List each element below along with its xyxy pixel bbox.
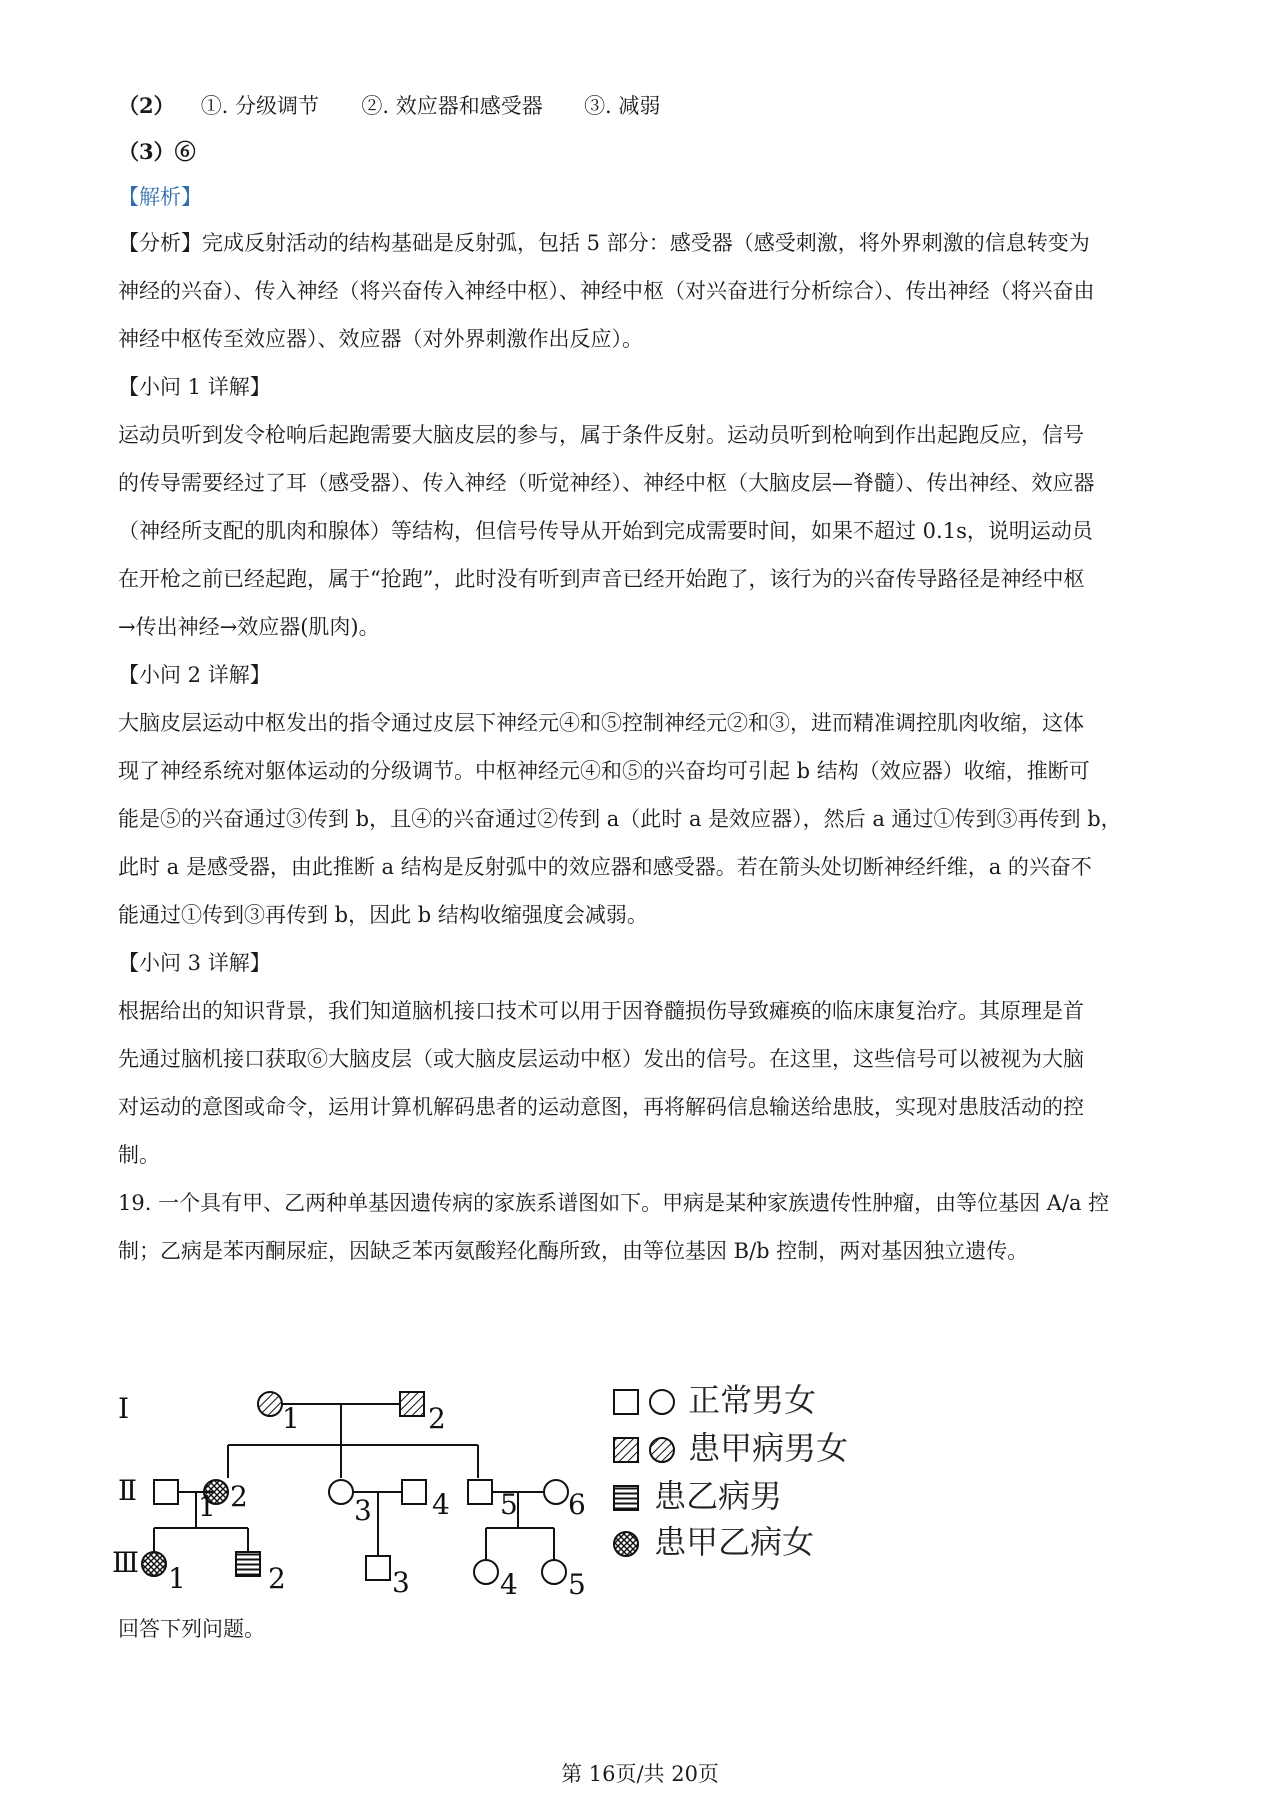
sub2-title: 【小问 2 详解】 bbox=[118, 663, 271, 687]
legend-disease-b-symbol bbox=[612, 1482, 644, 1514]
sub1-line: （神经所支配的肌肉和腺体）等结构，但信号传导从开始到完成需要时间，如果不超过 0.1s，说明运动员 bbox=[118, 519, 1093, 543]
pedigree-iii1 bbox=[142, 1552, 166, 1576]
jiexi-label: 【解析】 bbox=[118, 185, 202, 209]
legend-item-normal bbox=[612, 1380, 816, 1420]
individual-number: 1 bbox=[198, 1490, 216, 1523]
individual-number: 2 bbox=[230, 1480, 248, 1513]
legend-label: 患甲乙病女 bbox=[654, 1523, 815, 1561]
pedigree-iii3 bbox=[366, 1556, 390, 1580]
answer-prompt: 回答下列问题。 bbox=[118, 1617, 265, 1641]
individual-number: 4 bbox=[432, 1488, 450, 1521]
legend-item-disease-ab bbox=[612, 1522, 814, 1562]
pedigree-iii5 bbox=[542, 1560, 566, 1584]
legend-disease-ab-symbol bbox=[612, 1528, 644, 1560]
answer-q2 bbox=[118, 91, 1178, 121]
analysis-line: 神经中枢传至效应器）、效应器（对外界刺激作出反应）。 bbox=[118, 327, 643, 351]
sub3-line: 先通过脑机接口获取⑥大脑皮层（或大脑皮层运动中枢）发出的信号。在这里，这些信号可以被视为大脑 bbox=[118, 1047, 1084, 1071]
q19-line: 制；乙病是苯丙酮尿症，因缺乏苯丙氨酸羟化酶所致，由等位基因 B/b 控制，两对基因独立遗传。 bbox=[118, 1239, 1029, 1263]
individual-number: 1 bbox=[168, 1562, 186, 1595]
pedigree-iii4 bbox=[474, 1560, 498, 1584]
pedigree-i2 bbox=[400, 1392, 424, 1416]
sub2-line: 能是⑤的兴奋通过③传到 b，且④的兴奋通过②传到 a（此时 a 是效应器），然后 a 通过①传到③再传到 b， bbox=[118, 807, 1122, 831]
pedigree-i1 bbox=[258, 1392, 282, 1416]
individual-number: 3 bbox=[392, 1566, 410, 1599]
q2-answer-3: ③. 减弱 bbox=[584, 94, 661, 118]
pedigree-ii5 bbox=[468, 1480, 492, 1504]
individual-number: 6 bbox=[568, 1488, 586, 1521]
pedigree-ii4 bbox=[402, 1480, 426, 1504]
gen-label-i: I bbox=[118, 1392, 130, 1425]
individual-number: 2 bbox=[428, 1402, 446, 1435]
legend-disease-a-symbols bbox=[612, 1434, 678, 1466]
sub3-line: 制。 bbox=[118, 1143, 160, 1167]
legend-label: 患甲病男女 bbox=[688, 1429, 849, 1467]
page-footer: 第 16页/共 20页 bbox=[561, 1762, 719, 1786]
legend-item-disease-a bbox=[612, 1428, 848, 1468]
analysis-line: 【分析】完成反射活动的结构基础是反射弧，包括 5 部分：感受器（感受刺激，将外界刺激的信息转变为 bbox=[118, 231, 1090, 255]
individual-number: 4 bbox=[500, 1568, 518, 1601]
q2-answer-1: ①. 分级调节 bbox=[200, 94, 320, 118]
sub2-line: 大脑皮层运动中枢发出的指令通过皮层下神经元④和⑤控制神经元②和③，进而精准调控肌肉收缩，这体 bbox=[118, 711, 1084, 735]
pedigree-chart bbox=[112, 1378, 598, 1608]
individual-number: 5 bbox=[568, 1568, 586, 1601]
sub2-line: 能通过①传到③再传到 b，因此 b 结构收缩强度会减弱。 bbox=[118, 903, 648, 927]
individual-number: 5 bbox=[500, 1488, 518, 1521]
sub3-line: 对运动的意图或命令，运用计算机解码患者的运动意图，再将解码信息输送给患肢，实现对患肢活动的控 bbox=[118, 1095, 1084, 1119]
pedigree-ii6 bbox=[544, 1480, 568, 1504]
gen-label-iii: Ⅲ bbox=[112, 1546, 140, 1579]
individual-number: 1 bbox=[282, 1402, 300, 1435]
pedigree-ii1 bbox=[154, 1480, 178, 1504]
pedigree-ii3 bbox=[329, 1480, 353, 1504]
sub1-title: 【小问 1 详解】 bbox=[118, 375, 271, 399]
legend-normal-symbols bbox=[612, 1386, 678, 1418]
sub2-line: 现了神经系统对躯体运动的分级调节。中枢神经元④和⑤的兴奋均可引起 b 结构（效应器）收缩，推断可 bbox=[118, 759, 1090, 783]
sub2-line: 此时 a 是感受器，由此推断 a 结构是反射弧中的效应器和感受器。若在箭头处切断神经纤维，a 的兴奋不 bbox=[118, 855, 1092, 879]
sub1-line: →传出神经→效应器(肌肉)。 bbox=[118, 615, 380, 639]
q2-answer-2: ②. 效应器和感受器 bbox=[361, 94, 543, 118]
sub1-line: 在开枪之前已经起跑，属于“抢跑”，此时没有听到声音已经开始跑了，该行为的兴奋传导路径是神经中枢 bbox=[118, 567, 1085, 591]
answer-q3: （3）⑥ bbox=[118, 139, 196, 164]
sub1-line: 运动员听到发令枪响后起跑需要大脑皮层的参与，属于条件反射。运动员听到枪响到作出起跑反应，信号 bbox=[118, 423, 1084, 447]
gen-label-ii: Ⅱ bbox=[118, 1474, 138, 1507]
sub1-line: 的传导需要经过了耳（感受器）、传入神经（听觉神经）、神经中枢（大脑皮层—脊髓）、传出神经、效应器 bbox=[118, 471, 1095, 495]
q2-label: （2） bbox=[118, 93, 175, 118]
sub3-line: 根据给出的知识背景，我们知道脑机接口技术可以用于因脊髓损伤导致瘫痪的临床康复治疗。其原理是首 bbox=[118, 999, 1084, 1023]
pedigree-iii2 bbox=[236, 1552, 260, 1576]
individual-number: 2 bbox=[268, 1562, 286, 1595]
individual-number: 3 bbox=[354, 1494, 372, 1527]
legend-item-disease-b bbox=[612, 1476, 782, 1516]
analysis-line: 神经的兴奋）、传入神经（将兴奋传入神经中枢）、神经中枢（对兴奋进行分析综合）、传出神经（将兴奋由 bbox=[118, 279, 1095, 303]
q19-line: 19. 一个具有甲、乙两种单基因遗传病的家族系谱图如下。甲病是某种家族遗传性肿瘤，由等位基因 A/a 控 bbox=[118, 1191, 1110, 1215]
sub3-title: 【小问 3 详解】 bbox=[118, 951, 271, 975]
legend-label: 正常男女 bbox=[688, 1381, 817, 1419]
legend-label: 患乙病男 bbox=[654, 1477, 783, 1515]
